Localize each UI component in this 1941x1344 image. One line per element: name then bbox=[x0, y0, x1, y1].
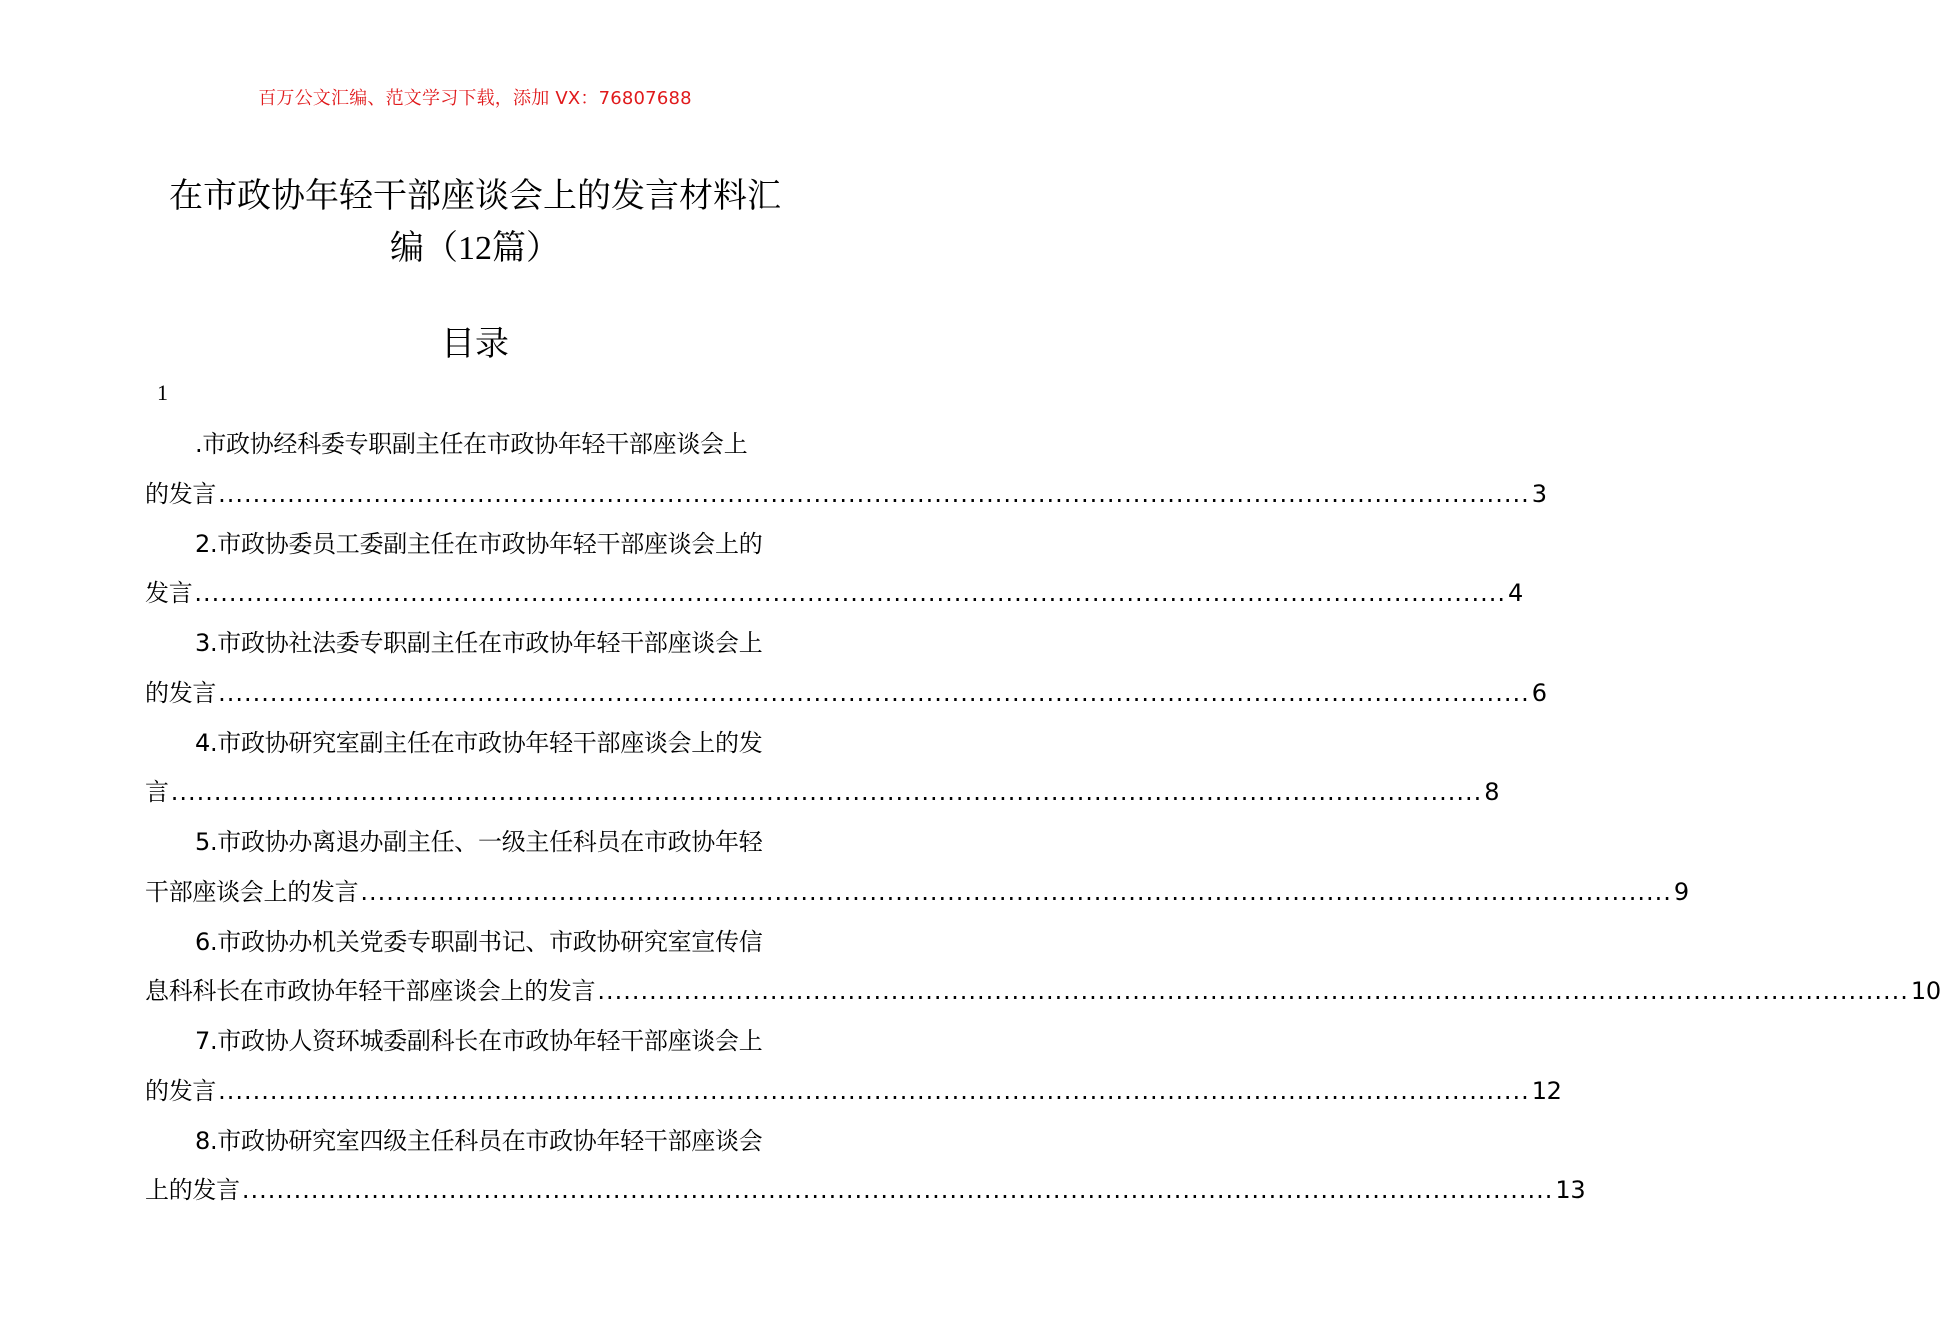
toc-entry-4[interactable] bbox=[145, 719, 1500, 819]
toc-page-number: 6 bbox=[1531, 678, 1547, 707]
title-count-number: 12 bbox=[458, 230, 492, 267]
toc-entry-text: .市政协经科委专职副主任在市政协年轻干部座谈会上 bbox=[195, 430, 748, 458]
toc-entry-6[interactable] bbox=[145, 918, 1941, 1018]
toc-entry-tail-line bbox=[145, 768, 1500, 818]
toc-entry-tail-line bbox=[145, 569, 1523, 619]
toc-entry-8[interactable] bbox=[145, 1117, 1586, 1217]
toc-entry-tail-line bbox=[145, 1067, 1562, 1117]
toc-dot-leader: ........................................................................................................................................................ bbox=[218, 678, 1530, 707]
toc-entry-text-tail: 言 bbox=[145, 778, 169, 807]
header-watermark-note: 百万公文汇编、范文学习下载，添加 VX：76807688 bbox=[258, 88, 692, 109]
toc-entry-tail-line bbox=[145, 470, 1547, 520]
toc-entry-text: 3.市政协社法委专职副主任在市政协年轻干部座谈会上 bbox=[195, 629, 763, 657]
toc-page-number: 10 bbox=[1910, 977, 1941, 1006]
document-title-line-1: 在市政协年轻干部座谈会上的发言材料汇 bbox=[169, 176, 781, 216]
title-line-2-prefix: 编（ bbox=[390, 228, 458, 268]
toc-dot-leader: ........................................................................................................................................................ bbox=[241, 1176, 1554, 1205]
stray-item-number: 1 bbox=[157, 380, 168, 405]
toc-page-number: 3 bbox=[1531, 479, 1547, 508]
toc-dot-leader: ........................................................................................................................................................ bbox=[597, 977, 1909, 1006]
toc-dot-leader: ........................................................................................................................................................ bbox=[360, 877, 1672, 906]
title-line-2-suffix: 篇） bbox=[492, 228, 560, 268]
toc-entry-text: 7.市政协人资环城委副科长在市政协年轻干部座谈会上 bbox=[195, 1027, 763, 1055]
toc-entry-text-tail: 的发言 bbox=[145, 479, 217, 508]
table-of-contents bbox=[145, 420, 1941, 1216]
toc-entry-text-tail: 的发言 bbox=[145, 1076, 217, 1105]
toc-entry-7[interactable] bbox=[145, 1017, 1562, 1117]
toc-entry-text: 6.市政协办机关党委专职副书记、市政协研究室宣传信 bbox=[195, 927, 763, 956]
toc-entry-tail-line bbox=[145, 868, 1689, 918]
toc-dot-leader: ........................................................................................................................................................ bbox=[218, 1076, 1530, 1105]
toc-entry-2[interactable] bbox=[145, 520, 1523, 620]
toc-entry-tail-line bbox=[145, 669, 1547, 719]
toc-entry-text-tail: 上的发言 bbox=[145, 1176, 240, 1205]
toc-entry-1[interactable] bbox=[145, 420, 1547, 520]
document-title-line-2 bbox=[140, 222, 810, 275]
toc-dot-leader: ........................................................................................................................................................ bbox=[218, 479, 1530, 508]
toc-entry-tail-line bbox=[145, 967, 1941, 1017]
toc-entry-5[interactable] bbox=[145, 818, 1689, 918]
toc-page-number: 9 bbox=[1673, 877, 1689, 906]
toc-entry-text: 4.市政协研究室副主任在市政协年轻干部座谈会上的发 bbox=[195, 728, 763, 757]
toc-page-number: 4 bbox=[1508, 579, 1523, 608]
toc-entry-text-tail: 息科科长在市政协年轻干部座谈会上的发言 bbox=[145, 977, 596, 1006]
toc-heading: 目录 bbox=[441, 324, 509, 364]
document-title bbox=[140, 170, 810, 275]
toc-entry-text: 8.市政协研究室四级主任科员在市政协年轻干部座谈会 bbox=[195, 1126, 763, 1155]
toc-entry-tail-line bbox=[145, 1166, 1586, 1216]
toc-entry-text-tail: 的发言 bbox=[145, 678, 217, 707]
toc-entry-text-tail: 发言 bbox=[145, 579, 193, 608]
toc-entry-3[interactable] bbox=[145, 619, 1547, 719]
toc-entry-text: 5.市政协办离退办副主任、一级主任科员在市政协年轻 bbox=[195, 828, 763, 856]
toc-page-number: 12 bbox=[1531, 1076, 1562, 1105]
toc-entry-text: 2.市政协委员工委副主任在市政协年轻干部座谈会上的 bbox=[195, 529, 763, 558]
toc-entry-text-tail: 干部座谈会上的发言 bbox=[145, 877, 359, 906]
toc-page-number: 8 bbox=[1484, 778, 1500, 807]
toc-dot-leader: ........................................................................................................................................................ bbox=[170, 778, 1483, 807]
toc-dot-leader: ........................................................................................................................................................ bbox=[194, 579, 1506, 608]
toc-page-number: 13 bbox=[1555, 1176, 1586, 1205]
